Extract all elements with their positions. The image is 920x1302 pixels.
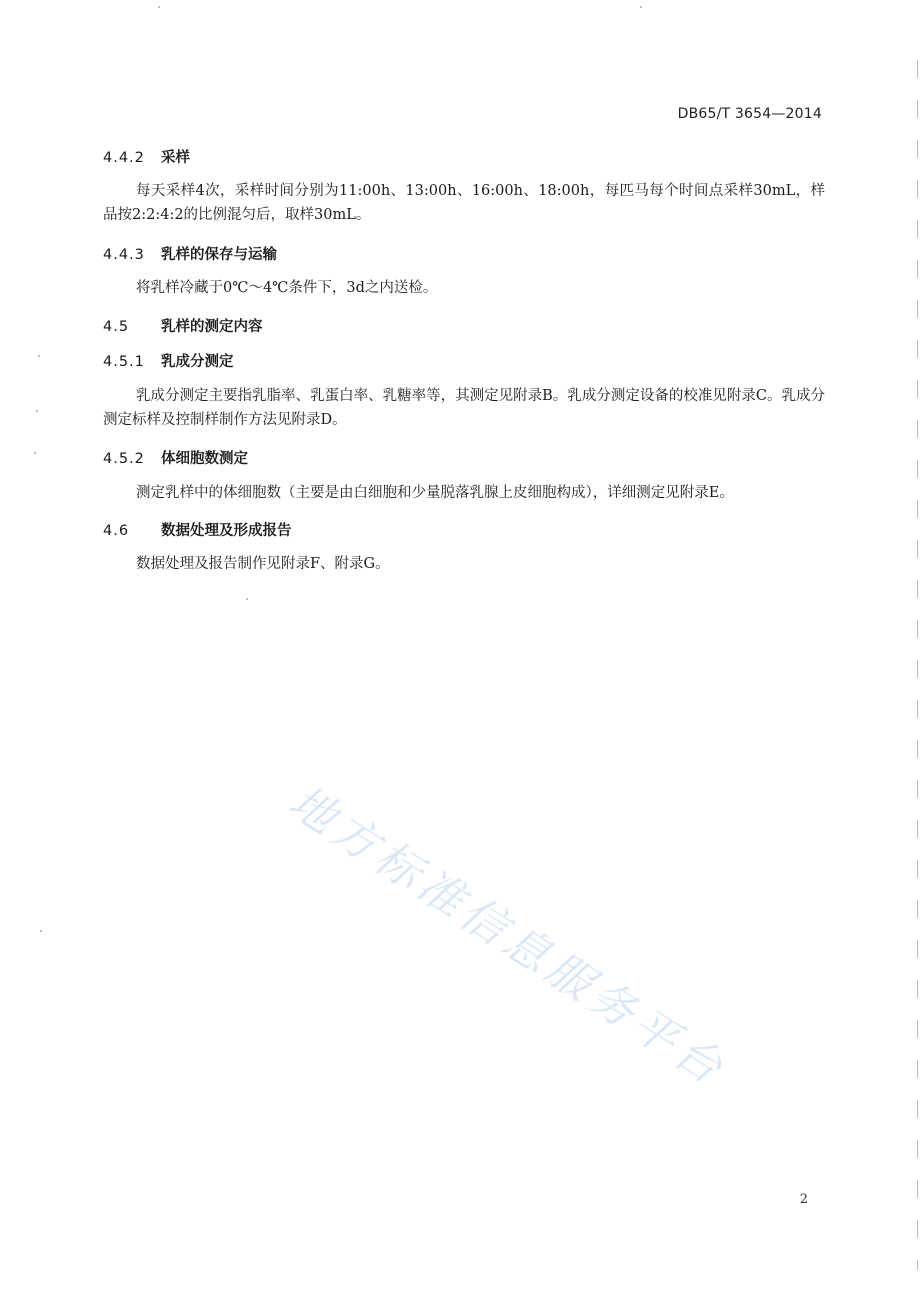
- scan-speck: [40, 930, 42, 932]
- section-heading-4-5: [103, 315, 263, 336]
- paragraph-somatic-cells: 测定乳样中的体细胞数（主要是由白细胞和少量脱落乳腺上皮细胞构成），详细测定见附录E。: [136, 485, 734, 501]
- section-number: 4.5.1: [103, 354, 145, 370]
- paragraph-sampling: 每天采样4次，采样时间分别为11:00h、13:00h、16:00h、18:00h，每匹马每个时间点采样30mL，样品按2:2:4:2的比例混匀后，取样30mL。: [103, 183, 825, 223]
- scan-speck: [34, 452, 36, 454]
- paragraph-milk-composition: 乳成分测定主要指乳脂率、乳蛋白率、乳糖率等，其测定见附录B。乳成分测定设备的校准见附录C。乳成分测定标样及控制样制作方法见附录D。: [103, 388, 825, 428]
- section-number: 4.6: [103, 523, 130, 539]
- section-number: 4.4.3: [103, 247, 145, 263]
- section-title: 数据处理及形成报告: [161, 523, 292, 539]
- section-title: 乳样的测定内容: [161, 319, 263, 335]
- section-heading-4-4-3: [103, 243, 277, 264]
- scan-speck: [38, 355, 40, 357]
- section-title: 乳成分测定: [161, 354, 234, 370]
- section-heading-4-4-2: [103, 146, 190, 167]
- scan-edge-line: [917, 60, 918, 1270]
- section-number: 4.5.2: [103, 451, 145, 467]
- watermark: 地方标准信息服务平台: [279, 774, 737, 1097]
- section-number: 4.5: [103, 319, 130, 335]
- standard-code: DB65/T 3654—2014: [677, 106, 822, 122]
- scan-speck: [158, 6, 160, 8]
- section-heading-4-6: [103, 519, 292, 540]
- paragraph-data-processing: 数据处理及报告制作见附录F、附录G。: [136, 556, 390, 572]
- section-heading-4-5-2: [103, 447, 248, 468]
- section-heading-4-5-1: [103, 350, 234, 371]
- page-number: 2: [799, 1192, 808, 1207]
- section-title: 采样: [161, 150, 190, 166]
- scan-speck: [36, 410, 38, 412]
- scan-speck: [246, 598, 248, 600]
- section-title: 体细胞数测定: [161, 451, 248, 467]
- section-number: 4.4.2: [103, 150, 145, 166]
- section-title: 乳样的保存与运输: [161, 247, 277, 263]
- scan-speck: [640, 6, 642, 8]
- paragraph-storage: 将乳样冷藏于0℃～4℃条件下，3d之内送检。: [136, 280, 438, 296]
